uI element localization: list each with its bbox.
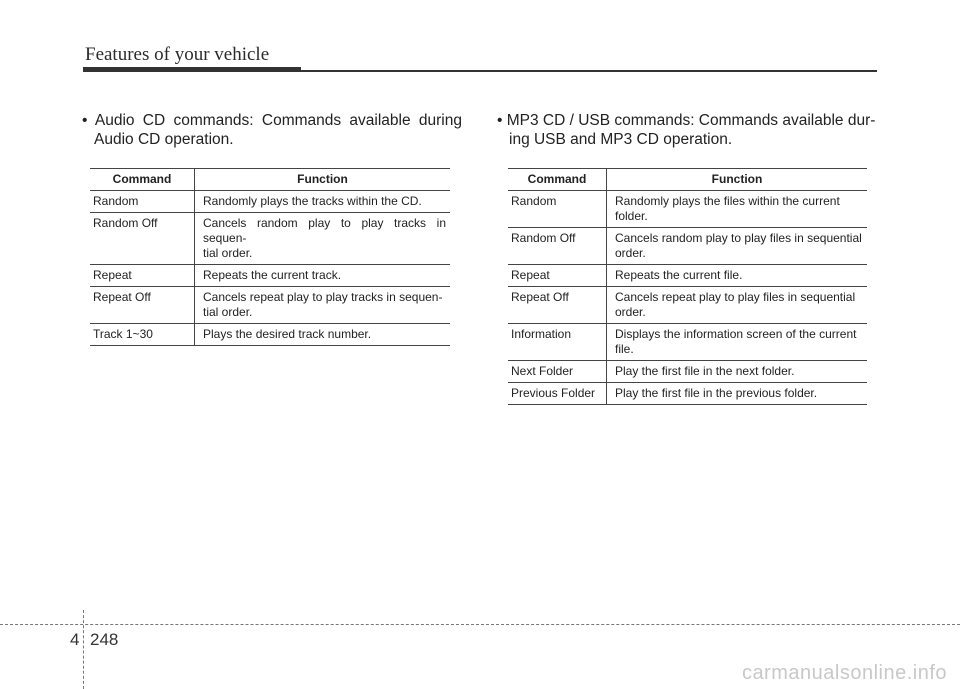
table-row (508, 228, 867, 265)
function-text-continued: file. (615, 342, 634, 356)
header-rule-thin (301, 70, 877, 72)
function-text: Play the first file in the next folder. (615, 364, 795, 378)
audio-cd-intro-line2: Audio CD operation. (94, 131, 234, 148)
function-text: Cancels random play to play files in sequential (615, 231, 862, 245)
table-row (508, 361, 867, 383)
table-row (508, 324, 867, 361)
table-row (90, 265, 450, 287)
table-row (90, 191, 450, 213)
column-header-function: Function (195, 169, 451, 191)
table-row (508, 265, 867, 287)
function-text-continued: tial order. (203, 305, 253, 319)
command-cell: Random Off (508, 228, 607, 265)
footer-dashed-rule (0, 624, 960, 625)
function-cell (195, 324, 451, 346)
command-cell: Repeat Off (90, 287, 195, 324)
table-row (508, 287, 867, 324)
section-header-title: Features of your vehicle (85, 44, 270, 65)
command-cell: Previous Folder (508, 383, 607, 405)
command-cell: Track 1~30 (90, 324, 195, 346)
function-cell (607, 383, 868, 405)
function-text: Repeats the current track. (203, 268, 342, 282)
function-cell (195, 191, 451, 213)
audio-cd-commands-table (90, 168, 450, 346)
command-cell: Next Folder (508, 361, 607, 383)
page-number: 248 (90, 630, 119, 649)
audio-cd-intro-line1: • Audio CD commands: Commands available during (82, 112, 462, 129)
command-cell: Random Off (90, 213, 195, 265)
command-cell: Repeat (508, 265, 607, 287)
function-cell (607, 228, 868, 265)
table-header-row (90, 169, 450, 191)
function-cell (195, 265, 451, 287)
mp3-usb-intro-line1: • MP3 CD / USB commands: Commands available dur- (497, 112, 876, 129)
function-text: Cancels random play to play tracks in sequen- (203, 216, 446, 245)
mp3-usb-intro-line2: ing USB and MP3 CD operation. (509, 131, 733, 148)
function-text-continued: tial order. (203, 246, 253, 260)
table-row (508, 191, 867, 228)
footer-dashed-divider (83, 610, 84, 689)
command-cell: Random (508, 191, 607, 228)
function-text: Randomly plays the files within the current (615, 194, 840, 208)
function-text-continued: folder. (615, 209, 648, 223)
header-rule-thick (83, 67, 301, 72)
function-cell (607, 361, 868, 383)
column-header-command: Command (508, 169, 607, 191)
column-header-function: Function (607, 169, 868, 191)
table-row (508, 383, 867, 405)
function-text: Play the first file in the previous folder. (615, 386, 818, 400)
command-cell: Repeat (90, 265, 195, 287)
function-text-continued: order. (615, 305, 646, 319)
column-header-command: Command (90, 169, 195, 191)
audio-cd-intro (82, 111, 462, 149)
function-text: Repeats the current file. (615, 268, 743, 282)
table-row (90, 287, 450, 324)
table-row (90, 213, 450, 265)
function-text: Displays the information screen of the current (615, 327, 857, 341)
function-text: Plays the desired track number. (203, 327, 372, 341)
function-cell (607, 324, 868, 361)
function-text: Cancels repeat play to play tracks in sequen- (203, 290, 443, 304)
function-text-continued: order. (615, 246, 646, 260)
mp3-usb-intro (497, 111, 882, 149)
table-header-row (508, 169, 867, 191)
command-cell: Repeat Off (508, 287, 607, 324)
watermark: carmanualsonline.info (741, 662, 947, 684)
mp3-usb-commands-table (508, 168, 867, 405)
function-cell (195, 287, 451, 324)
function-cell (607, 191, 868, 228)
command-cell: Random (90, 191, 195, 213)
chapter-number: 4 (70, 630, 80, 649)
command-cell: Information (508, 324, 607, 361)
function-text: Cancels repeat play to play files in sequential (615, 290, 856, 304)
table-row (90, 324, 450, 346)
function-text: Randomly plays the tracks within the CD. (203, 194, 422, 208)
function-cell (607, 287, 868, 324)
function-cell (195, 213, 451, 265)
function-cell (607, 265, 868, 287)
